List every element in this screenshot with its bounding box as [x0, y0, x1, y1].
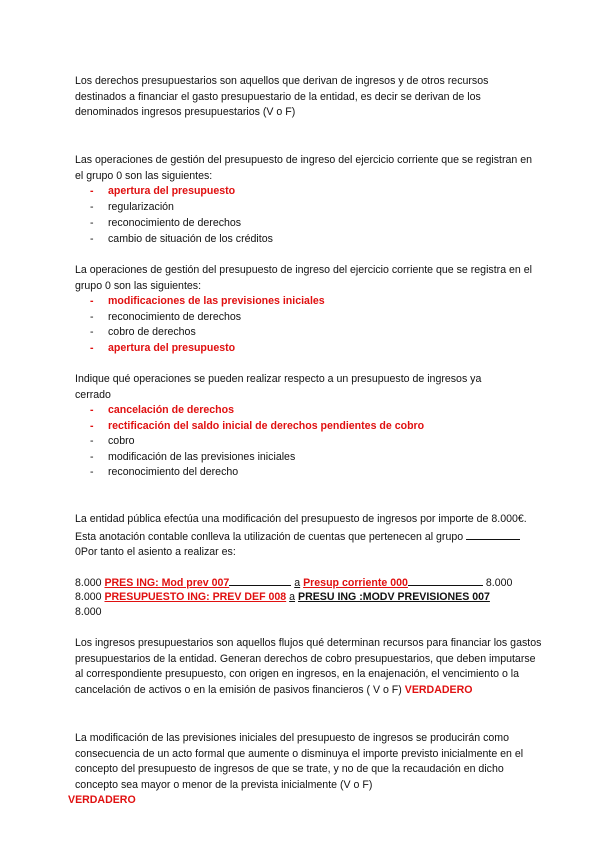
question-3-option-3: - cobro de derechos: [90, 326, 196, 338]
question-1-text: Los derechos presupuestarios son aquellos que derivan de ingresos y de otros recursos destinados a financiar el gasto presupuestario de la entidad, es decir se derivan de los denominados ingresos presupuestarios (V o F): [75, 75, 489, 118]
question-2-option-2: - regularización: [90, 201, 174, 213]
journal-entry-line-1: [75, 574, 512, 592]
entry-fill-1: [229, 574, 291, 586]
question-2-option-4: - cambio de situación de los créditos: [90, 233, 273, 245]
question-4-option-5: - reconocimiento del derecho: [90, 466, 239, 478]
question-3-option-2: - reconocimiento de derechos: [90, 311, 242, 323]
entry-account-credit-2: PRESU ING :MODV PREVISIONES 007: [298, 591, 490, 603]
entry-amount-1: 8.000: [75, 577, 102, 589]
entry-amount-3: 8.000: [75, 591, 102, 603]
question-5-text: [75, 512, 535, 561]
question-2-option-1: - apertura del presupuesto: [90, 185, 236, 197]
question-4-option-4: - modificación de las previsiones iniciales: [90, 451, 296, 463]
question-4-option-2: - rectificación del saldo inicial de derechos pendientes de cobro: [90, 420, 425, 432]
entry-fill-2: [408, 574, 483, 586]
entry-connector-2: a: [289, 591, 296, 603]
question-5-text-a: La entidad pública efectúa una modificación del presupuesto de ingresos por importe de 8.000€. Esta anotación contable conlleva la utilización de cuentas que pertenecen al grupo: [75, 513, 527, 543]
answer-blank: [466, 528, 520, 540]
question-6-text: Los ingresos presupuestarios son aquellos flujos qué determinan recursos para financiar los gastos presupuestarios de la entidad. Generan derechos de cobro presupuestarios, que deben imputarse al correspondiente presupuesto, con origen en ingresos, en la enajenación, el vencimiento o la cancelación de activos o en la emisión de pasivos financieros ( V o F) VERDADERO: [75, 637, 542, 696]
question-2-text: Las operaciones de gestión del presupuesto de ingreso del ejercicio corriente que se registran en el grupo 0 son las siguientes:: [75, 154, 532, 182]
question-5-text-b: 0Por tanto el asiento a realizar es:: [75, 546, 236, 558]
entry-connector-1: a: [294, 577, 301, 589]
question-4-option-1: - cancelación de derechos: [90, 404, 235, 416]
journal-entry-line-2: [75, 590, 490, 606]
question-4-text: Indique qué operaciones se pueden realizar respecto a un presupuesto de ingresos ya cerrado: [75, 373, 482, 401]
question-3-text: La operaciones de gestión del presupuesto de ingreso del ejercicio corriente que se registra en el grupo 0 son las siguientes:: [75, 264, 532, 292]
entry-amount-4: 8.000: [75, 606, 102, 618]
question-3-option-4: - apertura del presupuesto: [90, 342, 236, 354]
entry-account-debit-2: PRESUPUESTO ING: PREV DEF 008: [104, 591, 287, 603]
question-3-option-1: - modificaciones de las previsiones iniciales: [90, 295, 325, 307]
question-6-answer: VERDADERO: [404, 683, 473, 696]
question-7-answer: VERDADERO: [68, 794, 136, 806]
entry-account-credit-1: Presup corriente 000: [303, 577, 408, 589]
entry-amount-2: 8.000: [485, 577, 513, 589]
question-4-option-3: - cobro: [90, 435, 135, 447]
entry-account-debit-1: PRES ING: Mod prev 007: [104, 577, 230, 589]
question-7-text: La modificación de las previsiones iniciales del presupuesto de ingresos se producirán como consecuencia de un acto formal que aumente o disminuya el importe previsto inicialmente en el concepto del presupuesto de ingresos de que se trate, y no de que la recaudación en dicho concepto sea mayor o menor de la prevista inicialmente (V o F): [75, 732, 524, 791]
question-2-option-3: - reconocimiento de derechos: [90, 217, 242, 229]
